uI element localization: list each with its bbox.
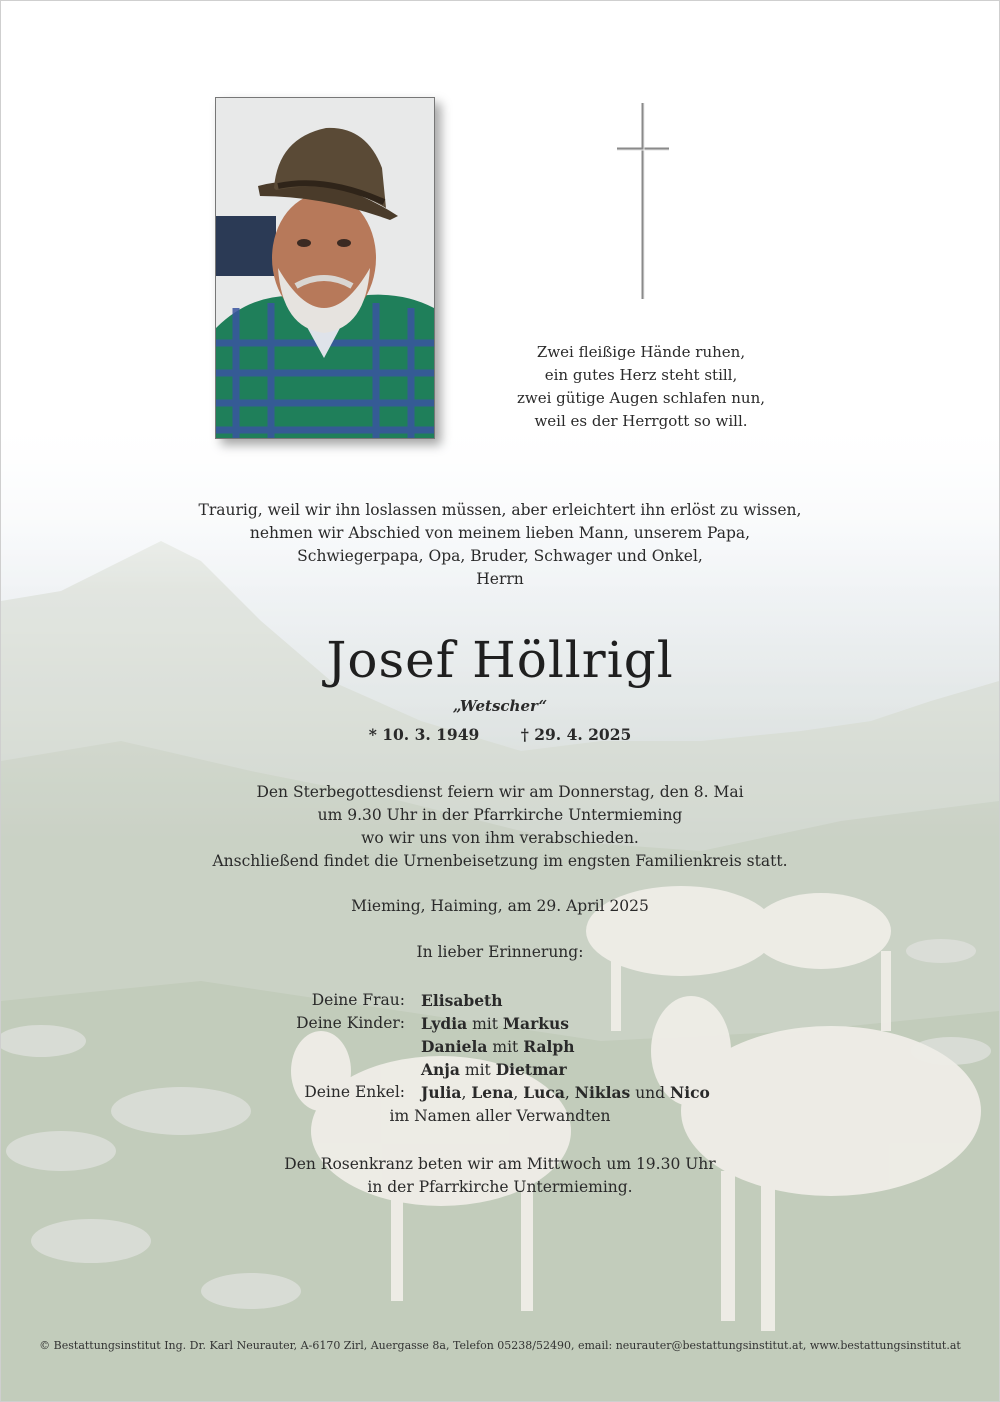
mourners-list xyxy=(1,989,999,1104)
memory-heading: In lieber Erinnerung: xyxy=(416,943,584,961)
poem-line: weil es der Herrgott so will. xyxy=(534,412,748,430)
place-and-date: Mieming, Haiming, am 29. April 2025 xyxy=(351,897,649,915)
with-word: mit xyxy=(464,1061,491,1079)
mourner-row-wife xyxy=(1,989,999,1012)
grandchild-name: Julia xyxy=(421,1083,462,1102)
mourner-row-children xyxy=(1,1035,999,1058)
child-name: Anja xyxy=(421,1060,460,1079)
grandchild-name: Luca xyxy=(523,1083,565,1102)
grandchild-name: Niklas xyxy=(574,1083,631,1102)
funeral-home-footer: © Bestattungsinstitut Ing. Dr. Karl Neurauter, A-6170 Zirl, Auergasse 8a, Telefon 05238/52490, email: neurauter@bestattungsinstitut.at, www.bestattungsinstitut.at xyxy=(39,1339,961,1352)
grandchild-name: Lena xyxy=(471,1083,514,1102)
deceased-name: Josef Höllrigl xyxy=(326,631,674,689)
birth-date: * 10. 3. 1949 xyxy=(368,725,480,744)
cross-icon xyxy=(613,101,673,301)
service-line: um 9.30 Uhr in der Pfarrkirche Untermieming xyxy=(317,806,683,824)
with-word: mit xyxy=(472,1015,498,1033)
mourner-row-grandchildren: Deine Enkel: Julia, Lena, Luca, Niklas und Nico xyxy=(304,1083,710,1102)
partner-name: Dietmar xyxy=(495,1060,567,1079)
intro-line: Herrn xyxy=(476,570,524,588)
poem-line: ein gutes Herz steht still, xyxy=(544,366,738,384)
intro-line: Traurig, weil wir ihn loslassen müssen, aber erleichtert ihn erlöst zu wissen, xyxy=(198,501,802,519)
partner-name: Markus xyxy=(502,1014,569,1033)
and-word: und xyxy=(635,1084,666,1102)
intro-line: nehmen wir Abschied von meinem lieben Mann, unserem Papa, xyxy=(249,524,751,542)
rosary-text xyxy=(1,1153,999,1199)
portrait-photo xyxy=(215,97,435,439)
funeral-service-text xyxy=(1,781,999,873)
poem xyxy=(501,341,781,433)
child-name: Daniela xyxy=(421,1037,488,1056)
service-line: Den Sterbegottesdienst feiern wir am Donnerstag, den 8. Mai xyxy=(256,783,744,801)
wife-label: Deine Frau: xyxy=(311,991,405,1009)
rosary-line: in der Pfarrkirche Untermieming. xyxy=(367,1178,633,1196)
mourner-row-children xyxy=(1,1012,999,1035)
intro-line: Schwiegerpapa, Opa, Bruder, Schwager und Onkel, xyxy=(297,547,703,565)
life-dates xyxy=(1,725,999,744)
with-word: mit xyxy=(492,1038,519,1056)
grandchild-name: Nico xyxy=(670,1083,710,1102)
grandchildren-label: Deine Enkel: xyxy=(304,1083,405,1101)
service-line: wo wir uns von ihm verabschieden. xyxy=(361,829,639,847)
death-date: † 29. 4. 2025 xyxy=(520,725,632,744)
child-name: Lydia xyxy=(421,1014,468,1033)
poem-line: Zwei fleißige Hände ruhen, xyxy=(536,343,746,361)
intro-text xyxy=(1,499,999,591)
rosary-line: Den Rosenkranz beten wir am Mittwoch um 19.30 Uhr xyxy=(284,1155,716,1173)
deceased-nickname: „Wetscher“ xyxy=(452,697,548,715)
mourner-row-children xyxy=(1,1058,999,1081)
children-label: Deine Kinder: xyxy=(296,1014,405,1032)
relatives-line: im Namen aller Verwandten xyxy=(389,1107,611,1125)
wife-name: Elisabeth xyxy=(421,991,503,1010)
partner-name: Ralph xyxy=(523,1037,575,1056)
poem-line: zwei gütige Augen schlafen nun, xyxy=(516,389,766,407)
service-line: Anschließend findet die Urnenbeisetzung im engsten Familienkreis statt. xyxy=(212,852,788,870)
